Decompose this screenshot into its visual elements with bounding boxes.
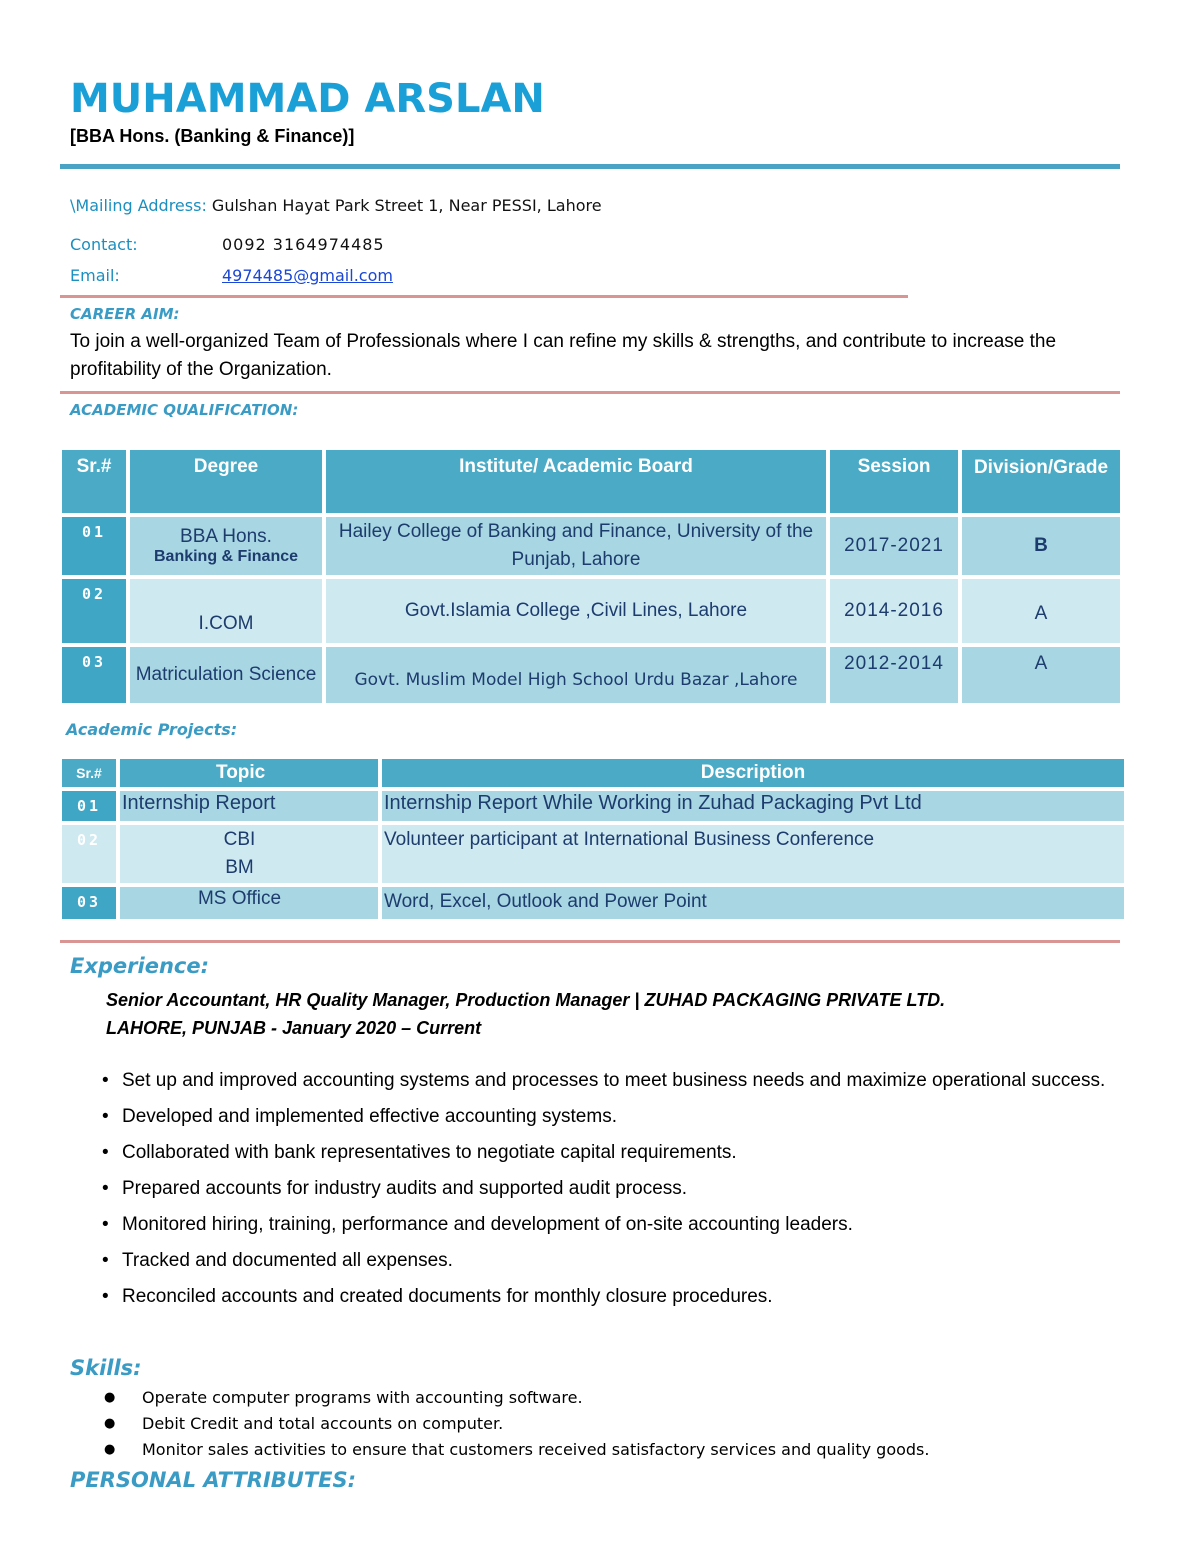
academic-sr: 02	[62, 579, 126, 643]
list-item: ● Debit Credit and total accounts on computer.	[104, 1411, 929, 1437]
project-sr: 01	[62, 791, 116, 821]
academic-header-session: Session	[830, 450, 958, 513]
list-item: • Reconciled accounts and created documents for monthly closure procedures.	[100, 1282, 1130, 1312]
career-divider	[60, 391, 1120, 394]
project-sr: 02	[62, 825, 116, 883]
academic-degree	[130, 517, 322, 575]
list-item: • Tracked and documented all expenses.	[100, 1246, 1130, 1276]
project-topic-line2: BM	[225, 857, 254, 878]
candidate-name: MUHAMMAD ARSLAN	[70, 76, 545, 122]
academic-sr: 01	[62, 517, 126, 575]
list-item: • Set up and improved accounting systems and processes to meet business needs and maximize operational success.	[100, 1066, 1130, 1096]
experience-list	[100, 1066, 1130, 1318]
list-item: • Collaborated with bank representatives to negotiate capital requirements.	[100, 1138, 1130, 1168]
academic-header-institute: Institute/ Academic Board	[326, 450, 826, 513]
degree-main: BBA Hons.	[180, 526, 272, 547]
academic-grade: A	[962, 647, 1120, 703]
academic-header-row	[62, 450, 1120, 513]
experience-role-line2: LAHORE, PUNJAB - January 2020 – Current	[106, 1018, 482, 1038]
academic-header-grade: Division/Grade	[962, 450, 1120, 513]
list-item: • Prepared accounts for industry audits and supported audit process.	[100, 1174, 1130, 1204]
project-sr: 03	[62, 887, 116, 919]
contact-value: 0092 3164974485	[222, 235, 385, 254]
academic-session: 2012-2014	[830, 647, 958, 703]
email-link[interactable]: 4974485@gmail.com	[222, 266, 393, 285]
project-topic: Internship Report	[120, 791, 378, 821]
career-aim-text: To join a well-organized Team of Professionals where I can refine my skills & strengths, and contribute to increase the profitability of the Organization.	[70, 331, 1057, 380]
skills-title: Skills:	[70, 1356, 142, 1380]
mailing-address-value: Gulshan Hayat Park Street 1, Near PESSI, Lahore	[211, 196, 602, 215]
table-row	[62, 791, 1124, 821]
candidate-degree: [BBA Hons. (Banking & Finance)]	[70, 126, 355, 146]
email-label: Email:	[70, 266, 120, 285]
academic-title: ACADEMIC QUALIFICATION:	[70, 401, 299, 419]
projects-divider	[60, 940, 1120, 943]
projects-header-topic: Topic	[120, 759, 378, 787]
academic-table	[58, 446, 1124, 707]
academic-grade: A	[962, 579, 1120, 643]
academic-session: 2017-2021	[830, 517, 958, 575]
project-topic	[120, 825, 378, 883]
academic-institute: Govt.Islamia College ,Civil Lines, Lahore	[326, 579, 826, 643]
academic-header-sr: Sr.#	[62, 450, 126, 513]
projects-header-sr: Sr.#	[62, 759, 116, 787]
mailing-address-label: \Mailing Address:	[70, 196, 207, 215]
academic-header-degree: Degree	[130, 450, 322, 513]
contact-label: Contact:	[70, 235, 138, 254]
header-divider	[60, 164, 1120, 169]
personal-attributes-title: PERSONAL ATTRIBUTES:	[70, 1468, 357, 1492]
projects-table	[58, 755, 1128, 923]
academic-sr: 03	[62, 647, 126, 703]
career-aim-title: CAREER AIM:	[70, 305, 180, 323]
table-row	[62, 517, 1120, 575]
list-item: • Monitored hiring, training, performance and development of on-site accounting leaders.	[100, 1210, 1130, 1240]
contact-divider	[60, 295, 908, 298]
academic-degree: Matriculation Science	[130, 647, 322, 703]
project-description: Internship Report While Working in Zuhad Packaging Pvt Ltd	[382, 791, 1124, 821]
academic-session: 2014-2016	[830, 579, 958, 643]
skills-list	[104, 1385, 929, 1463]
list-item: • Developed and implemented effective accounting systems.	[100, 1102, 1130, 1132]
table-row	[62, 579, 1120, 643]
project-description: Volunteer participant at International Business Conference	[382, 825, 1124, 883]
project-description: Word, Excel, Outlook and Power Point	[382, 887, 1124, 919]
degree-sub: Banking & Finance	[153, 548, 299, 565]
experience-role	[106, 986, 945, 1042]
projects-header-row	[62, 759, 1124, 787]
experience-role-line1: Senior Accountant, HR Quality Manager, Production Manager | ZUHAD PACKAGING PRIVATE LTD.	[106, 990, 946, 1010]
project-topic-line1: CBI	[223, 829, 256, 850]
project-topic: MS Office	[120, 887, 378, 919]
list-item: ● Operate computer programs with accounting software.	[104, 1385, 929, 1411]
experience-title: Experience:	[70, 954, 210, 978]
projects-title: Academic Projects:	[66, 720, 238, 739]
table-row	[62, 825, 1124, 883]
list-item: ● Monitor sales activities to ensure that customers received satisfactory services and quality goods.	[104, 1437, 929, 1463]
academic-grade: B	[962, 517, 1120, 575]
academic-institute: Hailey College of Banking and Finance, University of the Punjab, Lahore	[326, 517, 826, 575]
academic-institute: Govt. Muslim Model High School Urdu Bazar ,Lahore	[326, 647, 826, 703]
table-row	[62, 887, 1124, 919]
table-row	[62, 647, 1120, 703]
mailing-address-row	[70, 196, 602, 215]
academic-degree: I.COM	[130, 579, 322, 643]
projects-header-description: Description	[382, 759, 1124, 787]
